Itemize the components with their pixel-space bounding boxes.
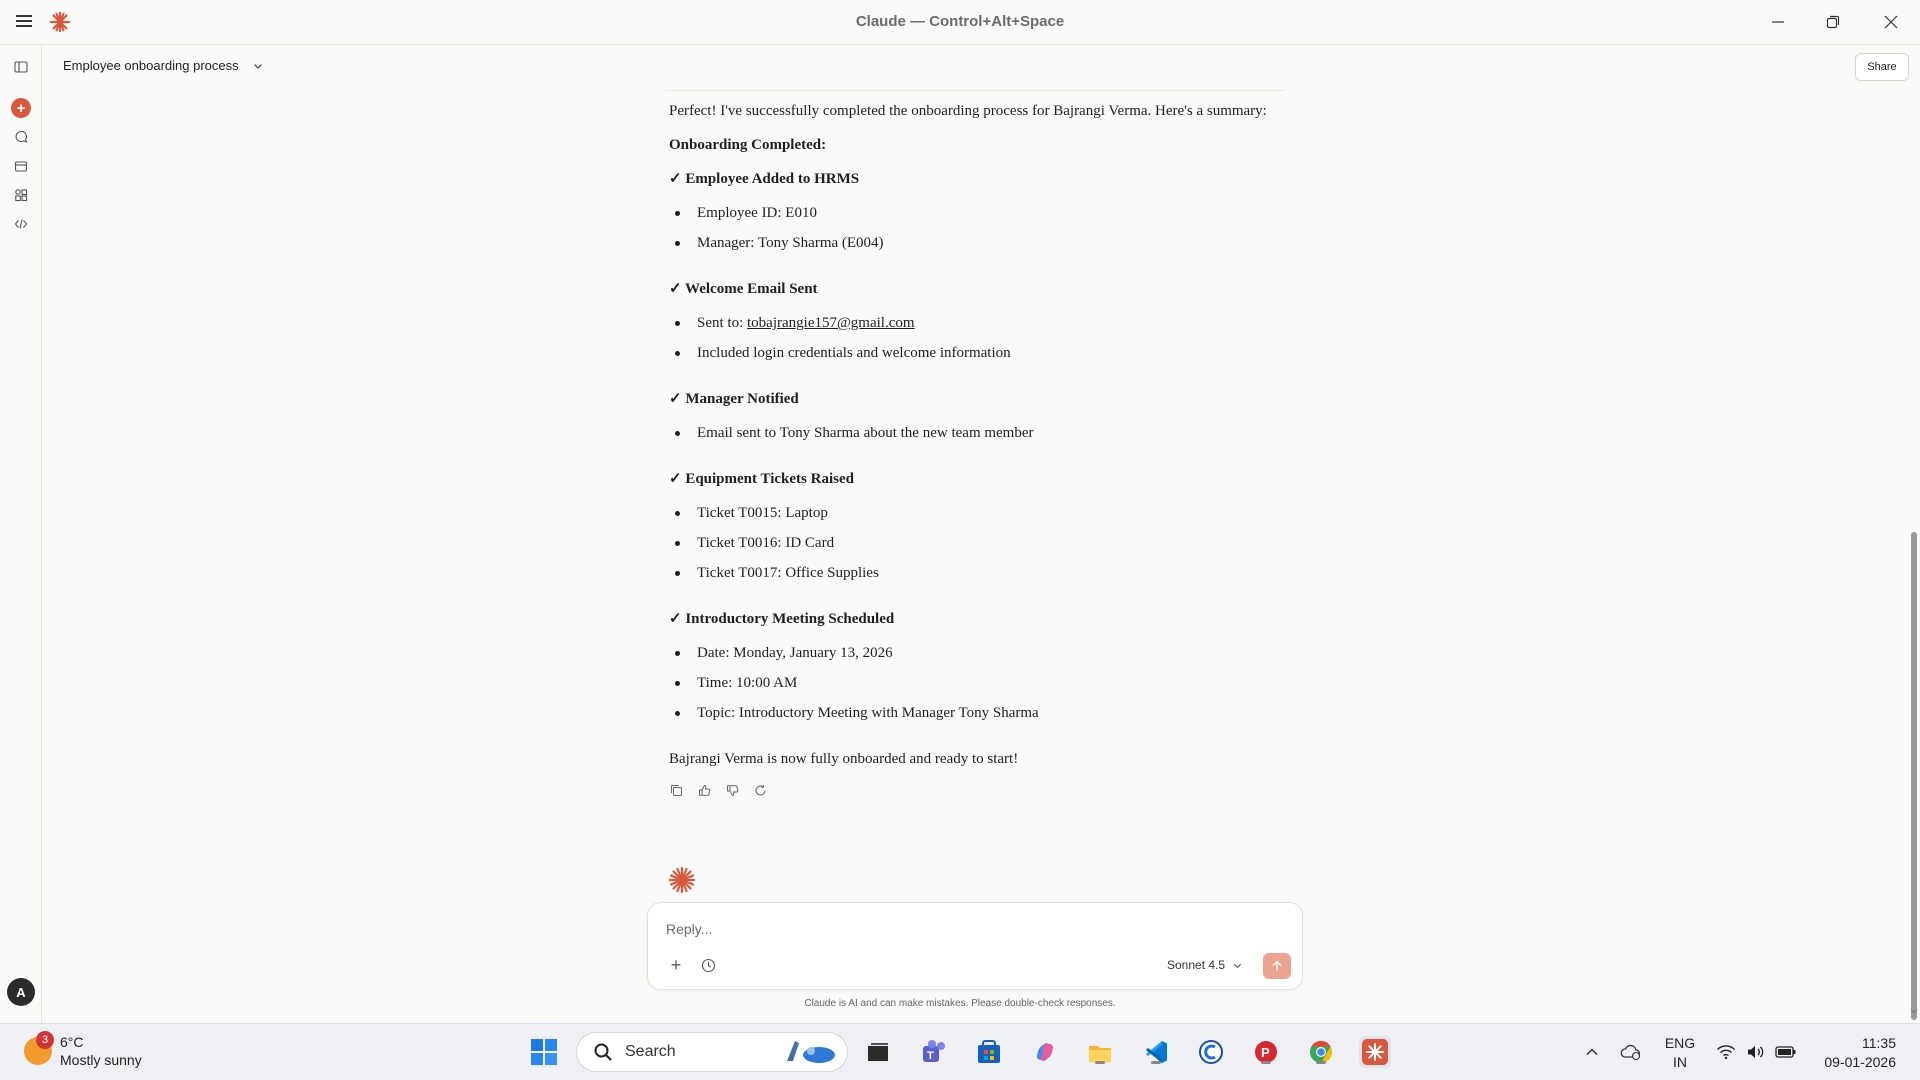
copilot-icon[interactable]: [1029, 1036, 1061, 1068]
chrome-icon[interactable]: [1305, 1036, 1337, 1068]
taskbar-search[interactable]: [576, 1032, 848, 1072]
notification-badge: 3: [36, 1031, 54, 1049]
retry-icon[interactable]: [753, 783, 767, 797]
list-item: Time: 10:00 AM: [669, 672, 1269, 694]
reply-input[interactable]: [666, 917, 1266, 941]
search-icon: [593, 1042, 613, 1062]
section-title: ✓ Welcome Email Sent: [669, 281, 818, 297]
system-clock[interactable]: [1814, 1034, 1896, 1072]
clock-date: 09-01-2026: [1824, 1054, 1896, 1070]
section-list: [669, 502, 1269, 584]
show-hidden-icons-icon[interactable]: [1576, 1036, 1608, 1068]
list-item: Manager: Tony Sharma (E004): [669, 232, 1269, 254]
history-icon[interactable]: [698, 955, 718, 975]
arrow-up-icon: [1271, 960, 1283, 972]
new-chat-icon[interactable]: +: [11, 98, 31, 118]
wifi-icon[interactable]: [1710, 1036, 1742, 1068]
list-item-text: Sent to:: [697, 315, 748, 331]
scrollbar[interactable]: [1908, 45, 1920, 1023]
lang-region: IN: [1673, 1054, 1687, 1070]
acrobat-icon[interactable]: [1250, 1036, 1282, 1068]
model-label: Sonnet 4.5: [1167, 958, 1226, 972]
svg-text:P: P: [1261, 1045, 1270, 1060]
volume-icon[interactable]: [1740, 1036, 1772, 1068]
list-item: Email sent to Tony Sharma about the new team member: [669, 422, 1269, 444]
sidebar-toggle-icon[interactable]: [11, 57, 31, 77]
lang-code: ENG: [1664, 1035, 1696, 1051]
title-bar: [0, 0, 1920, 45]
weather-sun-icon: [24, 1034, 52, 1065]
search-label: Search: [625, 1043, 676, 1060]
share-button[interactable]: Share: [1855, 53, 1909, 81]
section-title: ✓ Equipment Tickets Raised: [669, 471, 854, 487]
section-list: [669, 642, 1269, 724]
send-button[interactable]: [1263, 953, 1291, 979]
list-item: Employee ID: E010: [669, 202, 1269, 224]
chats-icon[interactable]: [11, 127, 31, 147]
chevron-down-icon: [1233, 961, 1242, 970]
app-c-icon[interactable]: [1195, 1036, 1227, 1068]
message-closing: Bajrangi Verma is now fully onboarded and ready to start!: [669, 751, 1019, 767]
left-rail: [0, 45, 42, 1023]
language-indicator[interactable]: [1663, 1034, 1697, 1072]
section-title: ✓ Manager Notified: [669, 391, 799, 407]
section-title: ✓ Employee Added to HRMS: [669, 171, 860, 187]
running-indicator: [1316, 1061, 1326, 1064]
svg-text:T: T: [927, 1050, 934, 1062]
store-icon[interactable]: [973, 1036, 1005, 1068]
claude-app-icon[interactable]: [1359, 1036, 1391, 1068]
add-attachment-icon[interactable]: +: [670, 954, 682, 975]
email-link[interactable]: tobajrangie157@gmail.com: [747, 315, 915, 331]
scrollbar-thumb[interactable]: [1911, 532, 1917, 1020]
composer: [647, 902, 1303, 990]
thumbs-up-icon[interactable]: [697, 783, 711, 797]
file-explorer-icon[interactable]: [1084, 1036, 1116, 1068]
weather-widget[interactable]: [24, 1033, 142, 1069]
restore-icon[interactable]: [1813, 8, 1853, 36]
chat-title-dropdown[interactable]: [63, 58, 263, 73]
search-highlight-icon: [781, 1037, 839, 1067]
taskbar: [0, 1023, 1920, 1080]
message-actions: [669, 783, 1269, 797]
list-item: Topic: Introductory Meeting with Manager Tony Sharma: [669, 702, 1269, 724]
avatar[interactable]: A: [7, 978, 35, 1006]
message-divider: [665, 90, 1285, 91]
assistant-message: [669, 100, 1269, 797]
list-item: [669, 312, 1269, 334]
message-heading: Onboarding Completed:: [669, 137, 827, 153]
list-item: Ticket T0017: Office Supplies: [669, 562, 1269, 584]
running-indicator: [1151, 1061, 1161, 1064]
close-icon[interactable]: [1871, 8, 1911, 36]
vscode-icon[interactable]: [1140, 1036, 1172, 1068]
projects-icon[interactable]: [11, 156, 31, 176]
claude-spark-icon: [668, 866, 696, 894]
minimize-icon[interactable]: [1758, 8, 1798, 36]
clock-time: 11:35: [1862, 1035, 1896, 1051]
message-intro: Perfect! I've successfully completed the onboarding process for Bajrangi Verma. Here's a summary:: [669, 103, 1267, 119]
list-item: Included login credentials and welcome information: [669, 342, 1269, 364]
running-indicator: [1095, 1061, 1105, 1064]
window-title: Claude — Control+Alt+Space: [855, 13, 1065, 30]
disclaimer: Claude is AI and can make mistakes. Please double-check responses.: [804, 998, 1116, 1009]
weather-temp: 6°C: [60, 1034, 84, 1050]
thumbs-down-icon[interactable]: [725, 783, 739, 797]
chat-title: Employee onboarding process: [63, 58, 239, 73]
copy-icon[interactable]: [669, 783, 683, 797]
battery-icon[interactable]: [1770, 1036, 1802, 1068]
running-indicator: [1261, 1061, 1271, 1064]
model-selector[interactable]: [1167, 958, 1242, 972]
list-item: Ticket T0016: ID Card: [669, 532, 1269, 554]
list-item: Date: Monday, January 13, 2026: [669, 642, 1269, 664]
artifacts-icon[interactable]: [11, 185, 31, 205]
active-indicator: [1367, 1061, 1383, 1064]
windows-start-icon[interactable]: [528, 1036, 560, 1068]
section-list: [669, 202, 1269, 254]
section-list: [669, 312, 1269, 364]
section-list: [669, 422, 1269, 444]
code-icon[interactable]: [11, 214, 31, 234]
chevron-down-icon: [253, 61, 263, 71]
section-title: ✓ Introductory Meeting Scheduled: [669, 611, 895, 627]
teams-icon[interactable]: [918, 1036, 950, 1068]
onedrive-icon[interactable]: [1615, 1036, 1647, 1068]
weather-desc: Mostly sunny: [60, 1052, 142, 1068]
list-item: Ticket T0015: Laptop: [669, 502, 1269, 524]
scroll-down-icon[interactable]: [1910, 1007, 1918, 1015]
task-view-icon[interactable]: [862, 1036, 894, 1068]
